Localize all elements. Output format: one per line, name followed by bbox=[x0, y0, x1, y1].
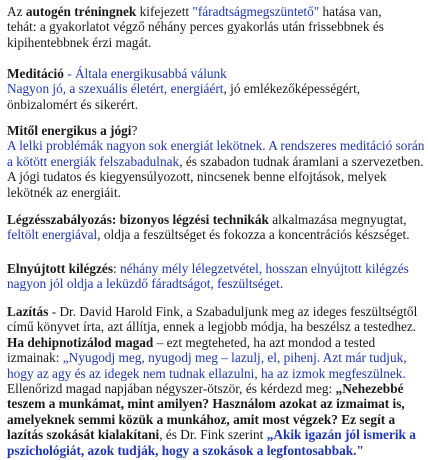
autogen-term: autogén tréningnek bbox=[25, 4, 137, 19]
meditacio-benefits-rest: , jó emlékezőképességért, önbizalomért és sikerért. bbox=[7, 81, 361, 112]
autogen-effect: "fáradtságmegszüntető" bbox=[192, 4, 320, 19]
lazitas-heading: Lazítás bbox=[7, 304, 49, 319]
lazitas-quote-question: „Nehezebbé teszem a munkámat, mint amilyen? Használom azokat az izmaimat is, amelyeknek semmi közük a munkához, amit most végzek? bbox=[7, 381, 405, 427]
legzes-text: alkalmazása megnyugtat, bbox=[268, 212, 407, 227]
jogi-highlight: A lelki problémák nagyon sok energiát lekötnek. A rendszeres meditáció során a kötött energiák felszabadulnak bbox=[7, 138, 425, 169]
lazitas-help: Ez segít a lazítás szokását kialakítani bbox=[7, 411, 396, 443]
legzes-text-end: , oldja a feszültséget és fokozza a koncentrációs készséget. bbox=[97, 227, 410, 243]
autogen-explanation: tehát: a gyakorlatot végző néhány perces gyakorlás után frissebbnek és kipihentebbnek érzi magát. bbox=[7, 19, 384, 50]
jogi-text: , és szabadon tudnak áramlani a szervezetben. A jógi tudatos és kiegyensúlyozott, nincsenek benne elfojtások, melyek lekötnék az energiáit. bbox=[7, 153, 424, 200]
paragraph-kilegzes bbox=[7, 261, 425, 292]
lazitas-instruction: – ezt megteheted, ha azt mondod a tested izmainak: bbox=[7, 334, 376, 366]
lazitas-fink: , és Dr. Fink szerint bbox=[159, 427, 267, 443]
legzes-heading: Légzésszabályozás: bizonyos légzési technikák bbox=[7, 212, 269, 227]
meditacio-subtitle: - Általa energikusabbá válunk bbox=[63, 66, 227, 81]
lazitas-check: Ellenőrizd magad napjában négyszer-ötször, és kérdezd meg: bbox=[7, 381, 336, 397]
kilegzes-colon: : bbox=[113, 261, 121, 276]
paragraph-autogen bbox=[7, 4, 425, 50]
lazitas-intro: - Dr. David Harold Fink, a Szabaduljunk meg az ideges feszültségtől című könyvet írta, azt állítja, ennek a legjobb módja, ha beszélsz a testedhez. bbox=[7, 304, 418, 335]
jogi-question-mark: ? bbox=[131, 123, 138, 138]
paragraph-jogi bbox=[7, 123, 425, 200]
kilegzes-highlight: néhány mély lélegzetvétel, hosszan elnyújtott kilégzés nagyon jól oldja a leküzdő fáradtságot, feszültséget bbox=[7, 261, 409, 292]
kilegzes-period: . bbox=[279, 276, 284, 292]
lazitas-quote-final: „Akik igazán jól ismerik a pszichológiát, azok tudják, hogy a szokások a legfontosabbak." bbox=[7, 427, 416, 458]
paragraph-lazitas bbox=[7, 304, 425, 458]
lazitas-dehipnotizal: Ha dehipnotizálod magad bbox=[7, 334, 154, 350]
paragraph-meditacio bbox=[7, 66, 425, 112]
paragraph-legzes bbox=[7, 212, 425, 243]
autogen-end: hatása van, bbox=[319, 4, 382, 19]
autogen-mid: kifejezett bbox=[136, 4, 193, 19]
legzes-highlight: feltölt energiával bbox=[7, 227, 98, 243]
autogen-intro: Az bbox=[7, 4, 26, 19]
meditacio-heading: Meditáció bbox=[7, 66, 64, 81]
jogi-heading: Mitől energikus a jógi bbox=[7, 123, 132, 138]
kilegzes-heading: Elnyújtott kilégzés bbox=[7, 261, 113, 276]
lazitas-quote-nyugodj: „Nyugodj meg, nyugodj meg – lazulj, el, pihenj. Azt már tudjuk, hogy az agy és az idegek nem tudnak ellazulni, ha az izmok megfeszülnek. bbox=[7, 350, 407, 381]
meditacio-benefits: Nagyon jó, a szexuális életért, energiáért bbox=[7, 81, 224, 97]
